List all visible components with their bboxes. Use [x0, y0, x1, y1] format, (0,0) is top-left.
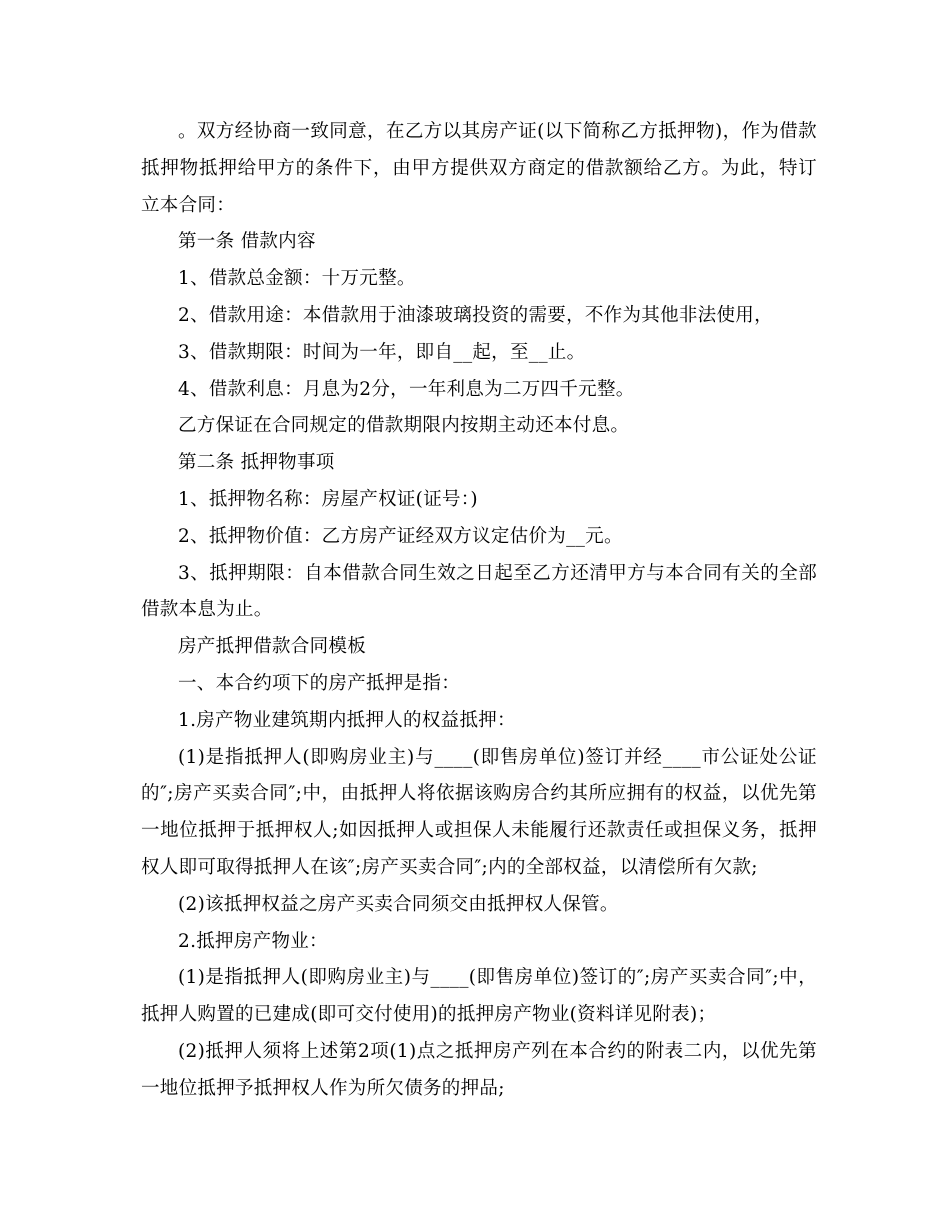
paragraph-loan-term: 3、借款期限：时间为一年，即自__起，至__止。 [178, 341, 586, 363]
heading-article-1: 第一条 借款内容 [178, 231, 316, 253]
paragraph-preamble: 。双方经协商一致同意，在乙方以其房产证(以下简称乙方抵押物)，作为借款抵押物抵押给甲方的条件下，由甲方提供双方商定的借款额给乙方。为此，特订立本合同： [141, 121, 817, 216]
heading-subsection-1: 1.房产物业建筑期内抵押人的权益抵押： [178, 709, 516, 731]
paragraph-repayment-guarantee: 乙方保证在合同规定的借款期限内按期主动还本付息。 [178, 415, 630, 437]
paragraph-clause-2-1: (1)是指抵押人(即购房业主)与____(即售房单位)签订的″;房产买卖合同″;中，抵押人购置的已建成(即可交付使用)的抵押房产物业(资料详见附表)； [141, 967, 817, 1026]
paragraph-clause-1-2: (2)该抵押权益之房产买卖合同须交由抵押权人保管。 [178, 893, 619, 915]
heading-contract-template: 房产抵押借款合同模板 [178, 636, 367, 658]
document-body [141, 114, 817, 1108]
paragraph-collateral-name: 1、抵押物名称：房屋产权证(证号：) [178, 488, 478, 510]
paragraph-clause-1-1: (1)是指抵押人(即购房业主)与____(即售房单位)签订并经____市公证处公证的″;房产买卖合同″;中，由抵押人将依据该购房合约其所应拥有的权益，以优先第一地位抵押于抵押权人;如因抵押人或担保人未能履行还款责任或担保义务，抵押权人即可取得抵押人在该″;房产买卖合同″;内的全部权益，以清偿所有欠款; [141, 746, 817, 878]
heading-subsection-2: 2.抵押房产物业： [178, 930, 328, 952]
paragraph-mortgage-term: 3、抵押期限：自本借款合同生效之日起至乙方还清甲方与本合同有关的全部借款本息为止。 [141, 562, 817, 621]
paragraph-loan-interest: 4、借款利息：月息为2分，一年利息为二万四千元整。 [178, 378, 635, 400]
paragraph-loan-purpose: 2、借款用途：本借款用于油漆玻璃投资的需要，不作为其他非法使用， [178, 304, 773, 326]
heading-section-1: 一、本合约项下的房产抵押是指： [178, 672, 461, 694]
paragraph-loan-amount: 1、借款总金额：十万元整。 [178, 268, 416, 290]
paragraph-collateral-value: 2、抵押物价值：乙方房产证经双方议定估价为__元。 [178, 525, 623, 547]
heading-article-2: 第二条 抵押物事项 [178, 452, 335, 474]
paragraph-clause-2-2: (2)抵押人须将上述第2项(1)点之抵押房产列在本合约的附表二内，以优先第一地位抵押予抵押权人作为所欠债务的押品; [141, 1040, 817, 1099]
